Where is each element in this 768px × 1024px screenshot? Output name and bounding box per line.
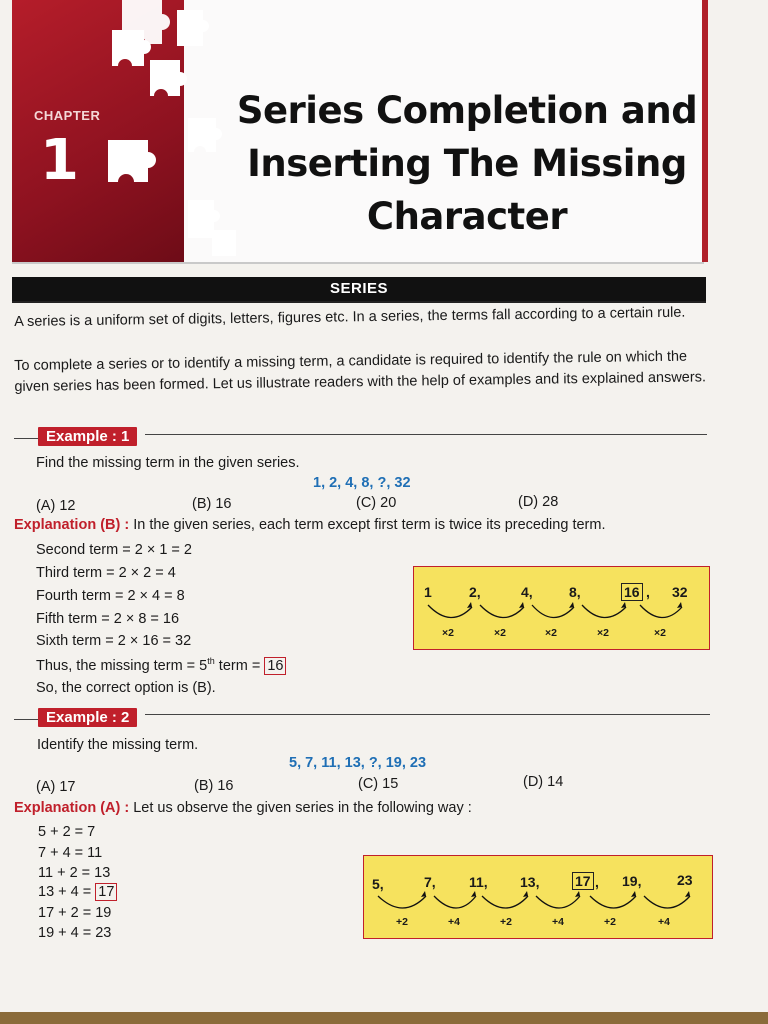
diagram-term: 8,	[569, 584, 581, 600]
example-1-option-a: (A) 12	[36, 498, 76, 514]
diagram-term: ,	[595, 874, 599, 890]
example-1-option-c: (C) 20	[356, 495, 397, 511]
diagram-term: 32	[672, 584, 688, 600]
missing-term-sup: th	[207, 656, 215, 666]
title-line-2: Inserting The Missing	[247, 142, 687, 185]
diagram-operator: ×2	[442, 627, 454, 639]
page-edge	[0, 1012, 768, 1024]
example-2-rule-right	[145, 714, 710, 715]
explanation-text: Let us observe the given series in the following way :	[133, 800, 472, 816]
example-1-option-b: (B) 16	[192, 496, 232, 512]
example-1-diagram	[413, 566, 710, 650]
diagram-operator: +4	[448, 916, 460, 928]
example-2-step: 5 + 2 = 7	[38, 824, 96, 840]
example-2-question: Identify the missing term.	[37, 737, 199, 753]
example-1-step: Third term = 2 × 2 = 4	[36, 565, 176, 581]
chapter-label: CHAPTER	[34, 108, 101, 123]
diagram-term: 5,	[372, 876, 384, 892]
example-2-option-a: (A) 17	[36, 779, 76, 795]
boxed-step-value: 17	[95, 883, 117, 901]
diagram-operator: +4	[552, 916, 564, 928]
diagram-operator: +4	[658, 916, 670, 928]
example-1-step: Fourth term = 2 × 4 = 8	[36, 588, 185, 604]
example-1-option-d: (D) 28	[518, 494, 559, 510]
chapter-number: 1	[40, 128, 79, 193]
intro-paragraph-2: To complete a series or to identify a missing term, a candidate is required to identify the rule on which the given series has been formed. Let us illustrate readers with the help of examples and its explained answers.	[14, 348, 707, 395]
diagram-operator: ×2	[654, 627, 666, 639]
diagram-operator: +2	[500, 916, 512, 928]
example-2-step-boxed	[38, 884, 117, 900]
example-2-step: 11 + 2 = 13	[38, 865, 111, 881]
example-1-rule-right	[145, 434, 707, 435]
diagram-operator: +2	[396, 916, 408, 928]
example-1-step: Fifth term = 2 × 8 = 16	[36, 611, 180, 627]
example-2-step: 7 + 4 = 11	[38, 845, 103, 861]
diagram-term: ,	[646, 584, 650, 600]
example-2-series: 5, 7, 11, 13, ?, 19, 23	[289, 755, 427, 771]
diagram-operator: +2	[604, 916, 616, 928]
diagram-operator: ×2	[545, 627, 557, 639]
diagram-term: 7,	[424, 874, 436, 890]
title-line-3: Character	[366, 195, 568, 238]
header-divider	[12, 262, 704, 264]
diagram-term: 1	[424, 584, 432, 600]
chapter-title	[232, 84, 702, 243]
diagram-operator: ×2	[597, 627, 609, 639]
diagram-term: 11,	[469, 874, 488, 890]
example-2-step: 19 + 4 = 23	[38, 925, 112, 941]
example-1-question: Find the missing term in the given series.	[36, 455, 300, 471]
missing-term-mid: term =	[214, 657, 265, 674]
example-2-diagram	[363, 855, 713, 939]
diagram-operator: ×2	[494, 627, 506, 639]
example-1-explanation	[14, 517, 605, 533]
example-2-option-c: (C) 15	[358, 776, 399, 792]
example-1-rule-left	[14, 438, 38, 439]
diagram-term: 23	[677, 872, 693, 888]
diagram-term-missing: 17	[572, 872, 594, 890]
explanation-label: Explanation (A) :	[14, 800, 130, 816]
diagram-term: 19,	[622, 873, 642, 889]
diagram-term: 13,	[520, 874, 540, 890]
diagram-term: 2,	[469, 584, 481, 600]
example-1-missing-term	[36, 656, 286, 674]
missing-term-value: 16	[264, 657, 286, 675]
boxed-step-prefix: 13 + 4 =	[38, 884, 96, 900]
diagram-term-missing: 16	[621, 583, 643, 601]
example-1-tab: Example : 1	[38, 427, 137, 446]
example-2-explanation	[14, 800, 472, 816]
section-rule	[12, 301, 706, 303]
example-1-series: 1, 2, 4, 8, ?, 32	[313, 475, 411, 491]
missing-term-prefix: Thus, the missing term = 5	[36, 657, 208, 674]
title-line-1: Series Completion and	[236, 89, 698, 132]
explanation-text: In the given series, each term except first term is twice its preceding term.	[133, 517, 606, 533]
example-2-option-b: (B) 16	[194, 778, 234, 794]
example-2-rule-left	[14, 719, 38, 720]
example-2-option-d: (D) 14	[523, 774, 564, 790]
example-1-step: Sixth term = 2 × 16 = 32	[36, 633, 192, 649]
example-1-step: Second term = 2 × 1 = 2	[36, 542, 192, 558]
example-2-step: 17 + 2 = 19	[38, 905, 112, 921]
explanation-label: Explanation (B) :	[14, 517, 130, 533]
example-1-conclusion: So, the correct option is (B).	[36, 680, 216, 696]
diagram-term: 4,	[521, 584, 533, 600]
example-2-tab: Example : 2	[38, 708, 137, 727]
intro-paragraph-1: A series is a uniform set of digits, letters, figures etc. In a series, the terms fall according to a certain rule.	[14, 304, 686, 330]
section-title: SERIES	[12, 277, 706, 301]
